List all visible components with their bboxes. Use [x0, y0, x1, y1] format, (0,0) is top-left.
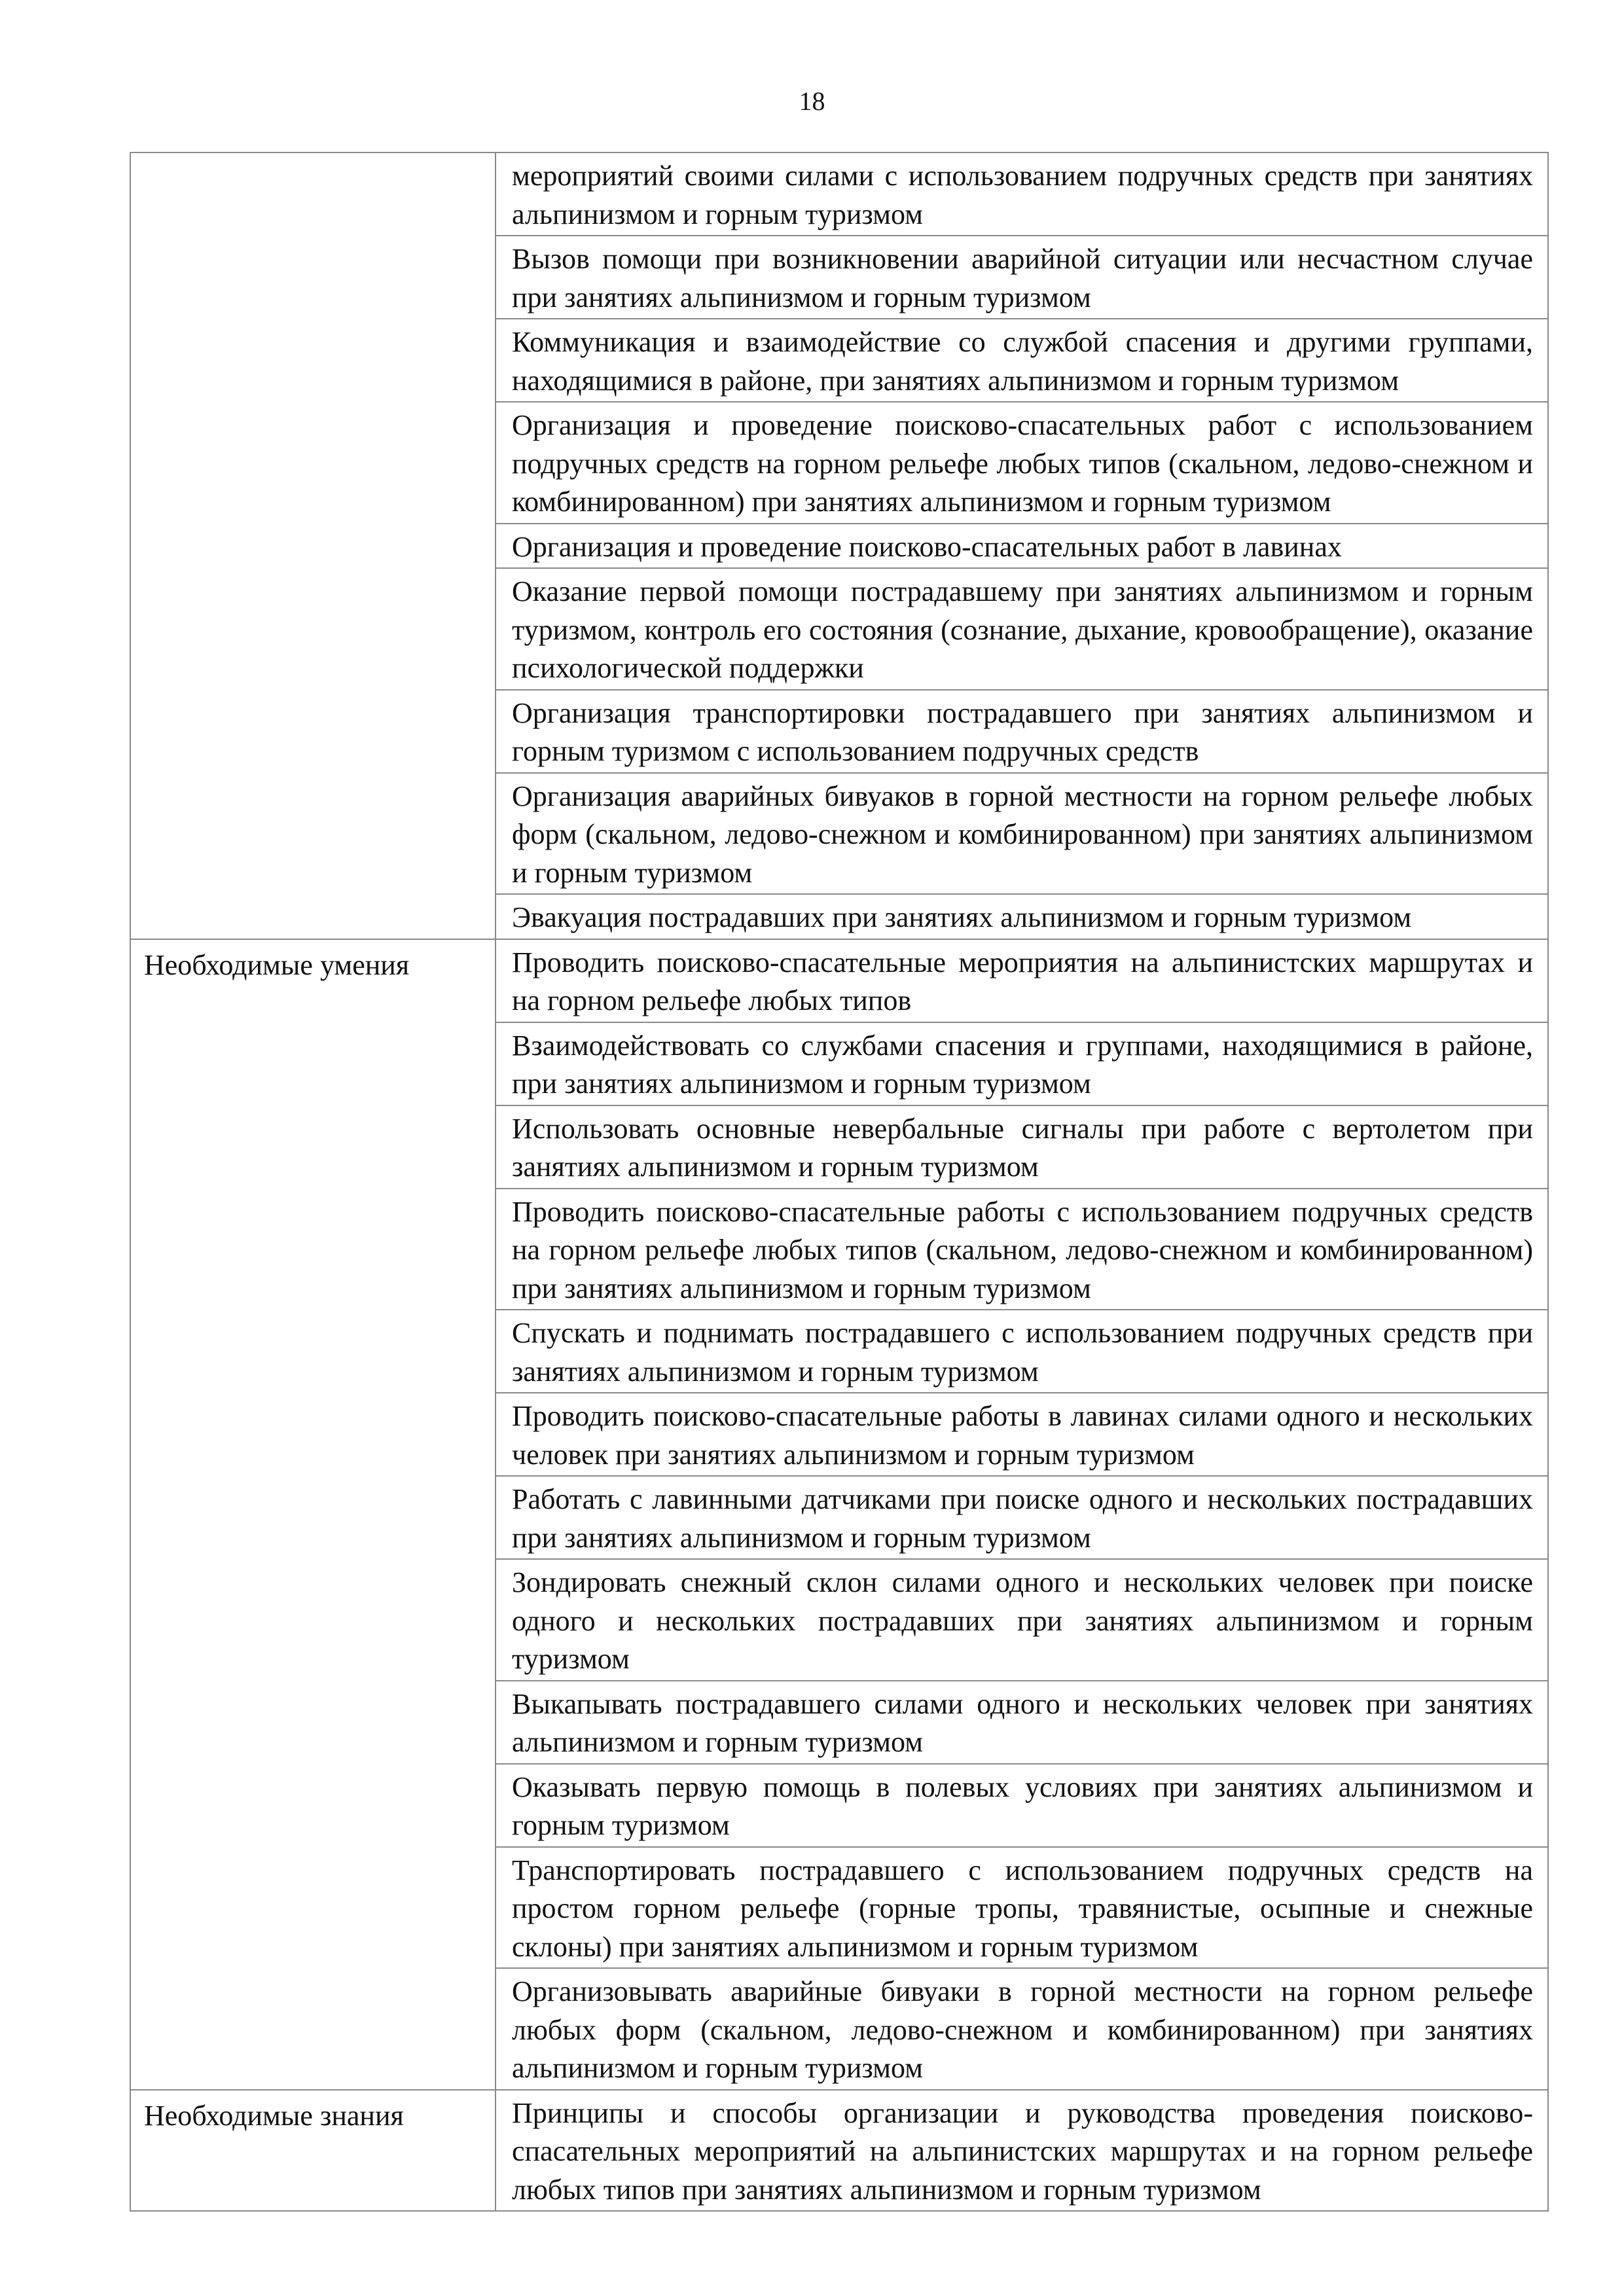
- list-item: Взаимодействовать со службами спасения и группами, находящимися в районе, при занятиях альпинизмом и горным туризмом: [496, 1023, 1547, 1106]
- list-item: Спускать и поднимать пострадавшего с использованием подручных средств при занятиях альпинизмом и горным туризмом: [496, 1310, 1547, 1393]
- list-item: Организация аварийных бивуаков в горной местности на горном рельефе любых форм (скальном, ледово-снежном и комбинированном) при занятиях альпинизмом и горным туризмом: [496, 774, 1547, 895]
- list-item: Транспортировать пострадавшего с использованием подручных средств на простом горном рельефе (горные тропы, травянистые, осыпные и снежные склоны) при занятиях альпинизмом и горным туризмом: [496, 1848, 1547, 1969]
- list-item: Принципы и способы организации и руководства проведения поисково-спасательных мероприятий на альпинистских маршрутах и на горном рельефе любых типов при занятиях альпинизмом и горным туризмом: [512, 2096, 1533, 2206]
- row-label: [131, 153, 495, 160]
- list-item: Проводить поисково-спасательные мероприятия на альпинистских маршрутах и на горном рельефе любых типов: [496, 940, 1547, 1023]
- entries-cell: [496, 152, 1548, 939]
- list-item: Работать с лавинными датчиками при поиске одного и нескольких пострадавших при занятиях альпинизмом и горным туризмом: [496, 1477, 1547, 1560]
- row-label-cell: [130, 152, 496, 939]
- list-item: Использовать основные невербальные сигналы при работе с вертолетом при занятиях альпинизмом и горным туризмом: [496, 1106, 1547, 1189]
- table-row-required-skills: [130, 939, 1548, 2090]
- list-item: Организация и проведение поисково-спасательных работ с использованием подручных средств на горном рельефе любых типов (скальном, ледово-снежном и комбинированном) при занятиях альпинизмом и горным туризмом: [496, 403, 1547, 524]
- requirements-table: [130, 152, 1549, 2212]
- list-item: Проводить поисково-спасательные работы в лавинах силами одного и нескольких человек при занятиях альпинизмом и горным туризмом: [496, 1393, 1547, 1477]
- list-item: Эвакуация пострадавших при занятиях альпинизмом и горным туризмом: [512, 901, 1412, 933]
- entries-cell: [496, 939, 1548, 2090]
- list-item: Оказание первой помощи пострадавшему при занятиях альпинизмом и горным туризмом, контроль его состояния (сознание, дыхание, кровообращение), оказание психологической поддержки: [496, 569, 1547, 691]
- list-item: Организация транспортировки пострадавшего при занятиях альпинизмом и горным туризмом с использованием подручных средств: [496, 691, 1547, 774]
- table-row-labor-actions-continued: [130, 152, 1548, 939]
- row-label: Необходимые умения: [144, 948, 410, 981]
- list-item: Оказывать первую помощь в полевых условиях при занятиях альпинизмом и горным туризмом: [496, 1765, 1547, 1848]
- list-item: Вызов помощи при возникновении аварийной ситуации или несчастном случае при занятиях альпинизмом и горным туризмом: [496, 236, 1547, 319]
- list-item: мероприятий своими силами с использованием подручных средств при занятиях альпинизмом и горным туризмом: [496, 153, 1547, 236]
- list-item: Проводить поисково-спасательные работы с использованием подручных средств на горном рельефе любых типов (скальном, ледово-снежном и комбинированном) при занятиях альпинизмом и горным туризмом: [496, 1189, 1547, 1311]
- table-row-required-knowledge: [130, 2090, 1548, 2212]
- list-item: Организовывать аварийные бивуаки в горной местности на горном рельефе любых форм (скальном, ледово-снежном и комбинированном) при занятиях альпинизмом и горным туризмом: [512, 1975, 1533, 2084]
- entries-cell: [496, 2090, 1548, 2212]
- page-number: 18: [799, 86, 825, 116]
- list-item: Зондировать снежный склон силами одного и нескольких человек при поиске одного и нескольких пострадавших при занятиях альпинизмом и горным туризмом: [496, 1560, 1547, 1681]
- list-item: Выкапывать пострадавшего силами одного и нескольких человек при занятиях альпинизмом и горным туризмом: [496, 1681, 1547, 1765]
- row-label: Необходимые знания: [144, 2099, 404, 2132]
- list-item: Коммуникация и взаимодействие со службой спасения и другими группами, находящимися в районе, при занятиях альпинизмом и горным туризмом: [496, 319, 1547, 403]
- row-label-cell: [130, 2090, 496, 2212]
- list-item: Организация и проведение поисково-спасательных работ в лавинах: [496, 524, 1547, 569]
- row-label-cell: [130, 939, 496, 2090]
